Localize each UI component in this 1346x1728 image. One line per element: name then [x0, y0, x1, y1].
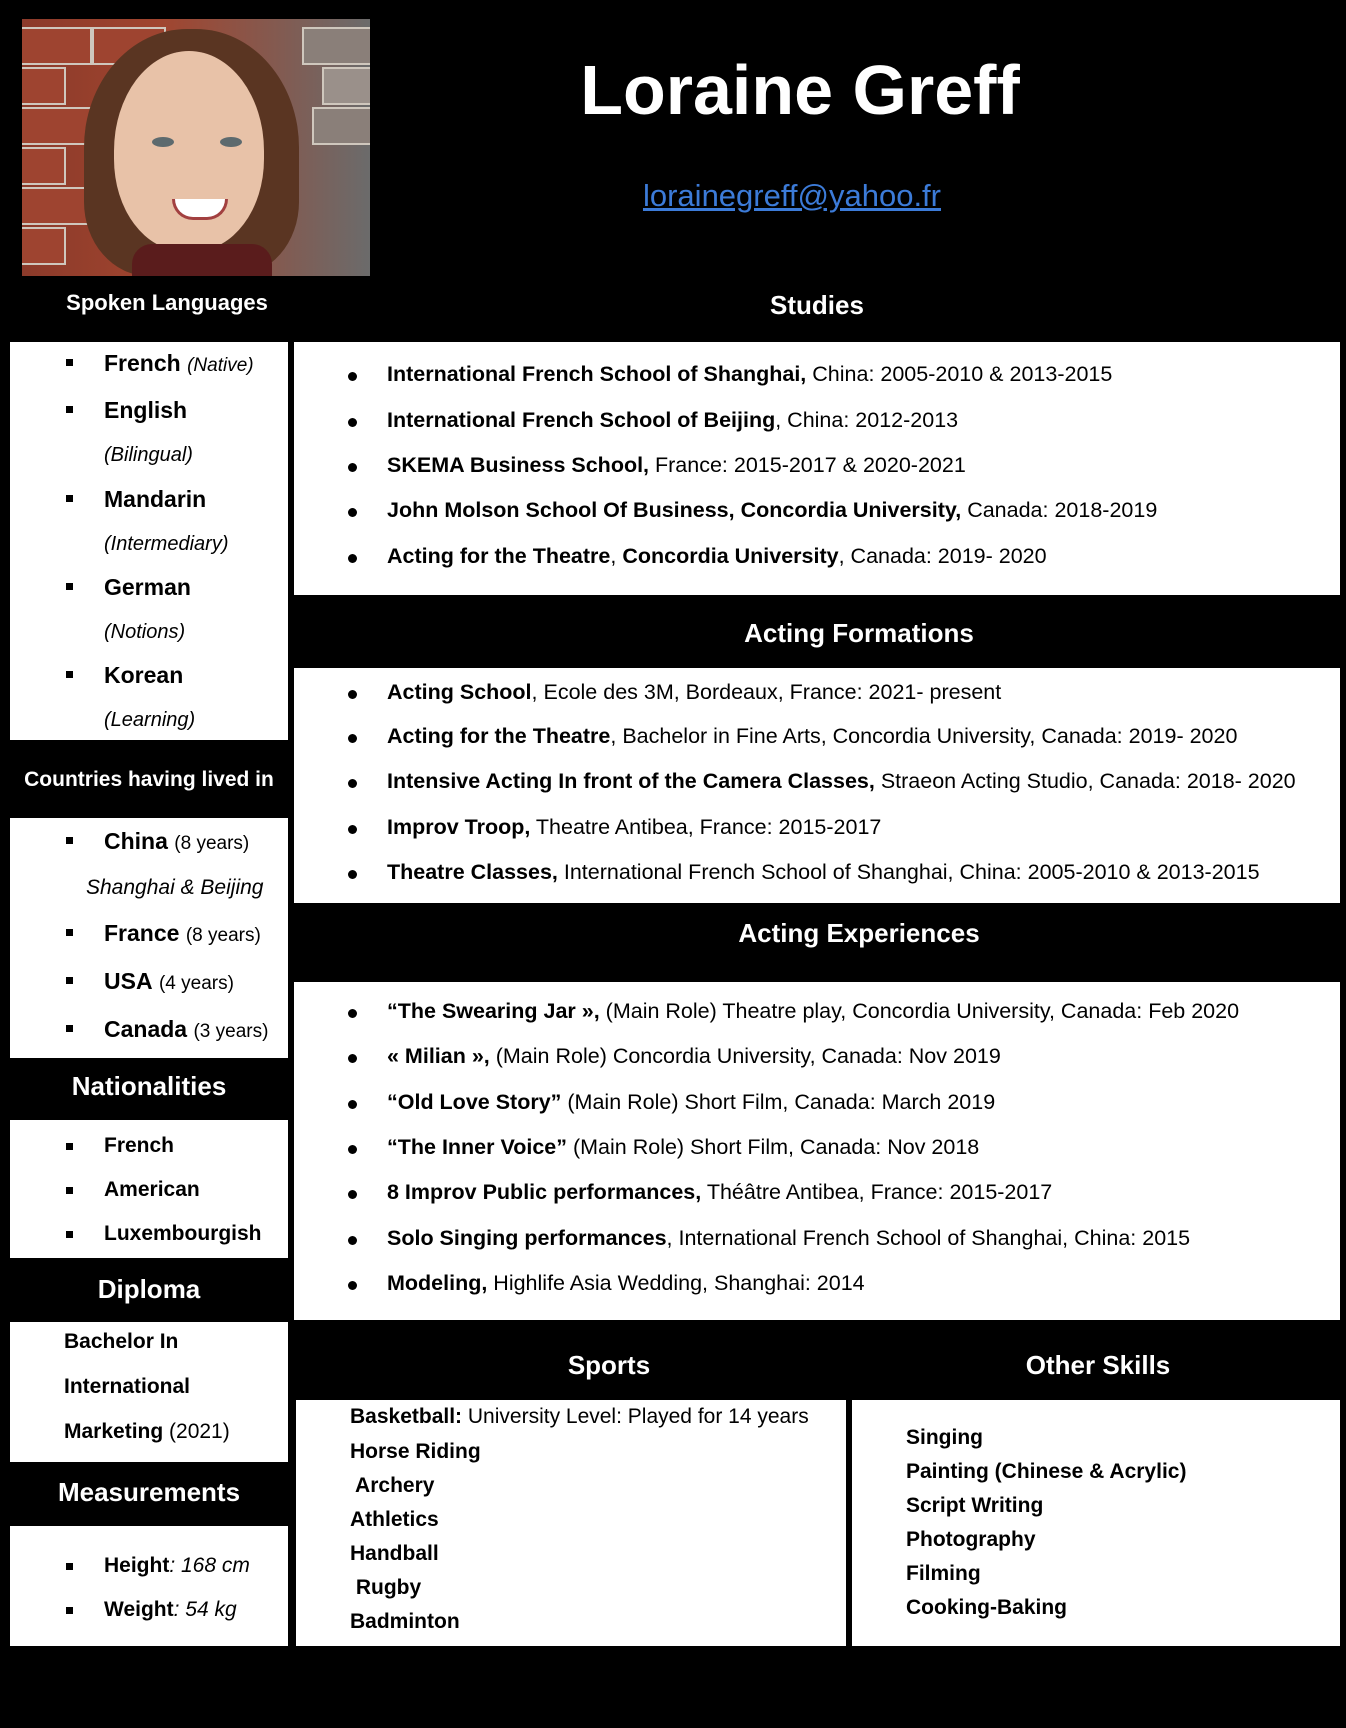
- experience-item: Modeling, Highlife Asia Wedding, Shanghai: 2014: [387, 1271, 865, 1296]
- sport-item: Rugby: [350, 1576, 422, 1599]
- candidate-name: Loraine Greff: [580, 51, 1020, 129]
- country-item: USA (4 years): [104, 968, 234, 995]
- language-level: (Learning): [104, 709, 196, 731]
- experiences-title: Acting Experiences: [738, 918, 980, 948]
- formations-box: [294, 668, 1340, 903]
- profile-photo: [22, 19, 370, 276]
- nationalities-title: Nationalities: [71, 1071, 227, 1101]
- studies-title: Studies: [770, 290, 864, 320]
- skill-item: Cooking-Baking: [906, 1596, 1067, 1619]
- diploma-box: [10, 1322, 288, 1462]
- sports-title: Sports: [567, 1350, 651, 1380]
- nationality-item: American: [104, 1178, 200, 1202]
- language-level: (Notions): [104, 621, 186, 643]
- experience-item: 8 Improv Public performances, Théâtre Antibea, France: 2015-2017: [387, 1180, 1052, 1205]
- sports-box: [296, 1400, 846, 1646]
- diploma-line: Bachelor In: [64, 1330, 179, 1353]
- study-item: SKEMA Business School, France: 2015-2017 & 2020-2021: [387, 453, 966, 478]
- language-level: (Bilingual): [104, 444, 193, 466]
- formation-item: Acting School, Ecole des 3M, Bordeaux, France: 2021- present: [387, 680, 1001, 705]
- country-item: Canada (3 years): [104, 1016, 268, 1043]
- languages-box: [10, 342, 288, 740]
- experience-item: “The Inner Voice” (Main Role) Short Film, Canada: Nov 2018: [387, 1135, 979, 1160]
- language-item: French (Native): [104, 350, 254, 377]
- nationality-item: Luxembourgish: [104, 1222, 262, 1246]
- sport-item: Badminton: [350, 1610, 460, 1633]
- language-item: Korean: [104, 662, 183, 689]
- study-item: International French School of Shanghai, China: 2005-2010 & 2013-2015: [387, 362, 1112, 387]
- formation-item: Improv Troop, Theatre Antibea, France: 2015-2017: [387, 815, 881, 840]
- skill-item: Filming: [906, 1562, 981, 1585]
- measurements-box: [10, 1526, 288, 1646]
- skill-item: Singing: [906, 1426, 983, 1449]
- sport-item: Basketball: University Level: Played for 14 years: [350, 1405, 809, 1428]
- experience-item: « Milian », (Main Role) Concordia University, Canada: Nov 2019: [387, 1044, 1001, 1069]
- language-item: English: [104, 397, 187, 424]
- measurement-item: Weight: 54 kg: [104, 1598, 237, 1622]
- nationalities-box: [10, 1120, 288, 1258]
- sport-item: Archery: [350, 1474, 435, 1497]
- study-item: International French School of Beijing, China: 2012-2013: [387, 408, 958, 433]
- skill-item: Painting (Chinese & Acrylic): [906, 1460, 1187, 1483]
- country-item: China (8 years): [104, 828, 249, 855]
- formations-title: Acting Formations: [744, 618, 974, 648]
- study-item: Acting for the Theatre, Concordia University, Canada: 2019- 2020: [387, 544, 1047, 569]
- countries-title: Countries having lived in: [24, 768, 274, 791]
- language-level: (Intermediary): [104, 533, 229, 555]
- diploma-line: Marketing (2021): [64, 1420, 230, 1443]
- formation-item: Theatre Classes, International French School of Shanghai, China: 2005-2010 & 2013-2015: [387, 860, 1260, 885]
- skill-item: Photography: [906, 1528, 1036, 1551]
- sport-item: Horse Riding: [350, 1440, 481, 1463]
- study-item: John Molson School Of Business, Concordia University, Canada: 2018-2019: [387, 498, 1157, 523]
- experience-item: “Old Love Story” (Main Role) Short Film, Canada: March 2019: [387, 1090, 995, 1115]
- language-item: German: [104, 574, 191, 601]
- diploma-line: International: [64, 1375, 191, 1398]
- skills-box: [852, 1400, 1340, 1646]
- email-link[interactable]: lorainegreff@yahoo.fr: [642, 178, 941, 213]
- country-note: Shanghai & Beijing: [86, 876, 264, 899]
- countries-box: [10, 818, 288, 1058]
- sport-item: Athletics: [350, 1508, 439, 1531]
- nationality-item: French: [104, 1134, 174, 1158]
- experience-item: Solo Singing performances, International French School of Shanghai, China: 2015: [387, 1226, 1190, 1251]
- measurement-item: Height: 168 cm: [104, 1554, 250, 1578]
- studies-box: [294, 342, 1340, 595]
- language-item: Mandarin: [104, 486, 206, 513]
- experiences-box: [294, 982, 1340, 1320]
- measurements-title: Measurements: [57, 1477, 241, 1507]
- diploma-title: Diploma: [97, 1274, 201, 1304]
- sport-item: Handball: [350, 1542, 439, 1565]
- experience-item: “The Swearing Jar », (Main Role) Theatre play, Concordia University, Canada: Feb 2020: [387, 999, 1239, 1024]
- formation-item: Acting for the Theatre, Bachelor in Fine Arts, Concordia University, Canada: 2019- 2020: [387, 724, 1237, 749]
- skill-item: Script Writing: [906, 1494, 1044, 1517]
- formation-item: Intensive Acting In front of the Camera Classes, Straeon Acting Studio, Canada: 2018- 2020: [387, 769, 1296, 794]
- skills-title: Other Skills: [1025, 1350, 1171, 1380]
- languages-title: Spoken Languages: [66, 290, 268, 315]
- country-item: France (8 years): [104, 920, 261, 947]
